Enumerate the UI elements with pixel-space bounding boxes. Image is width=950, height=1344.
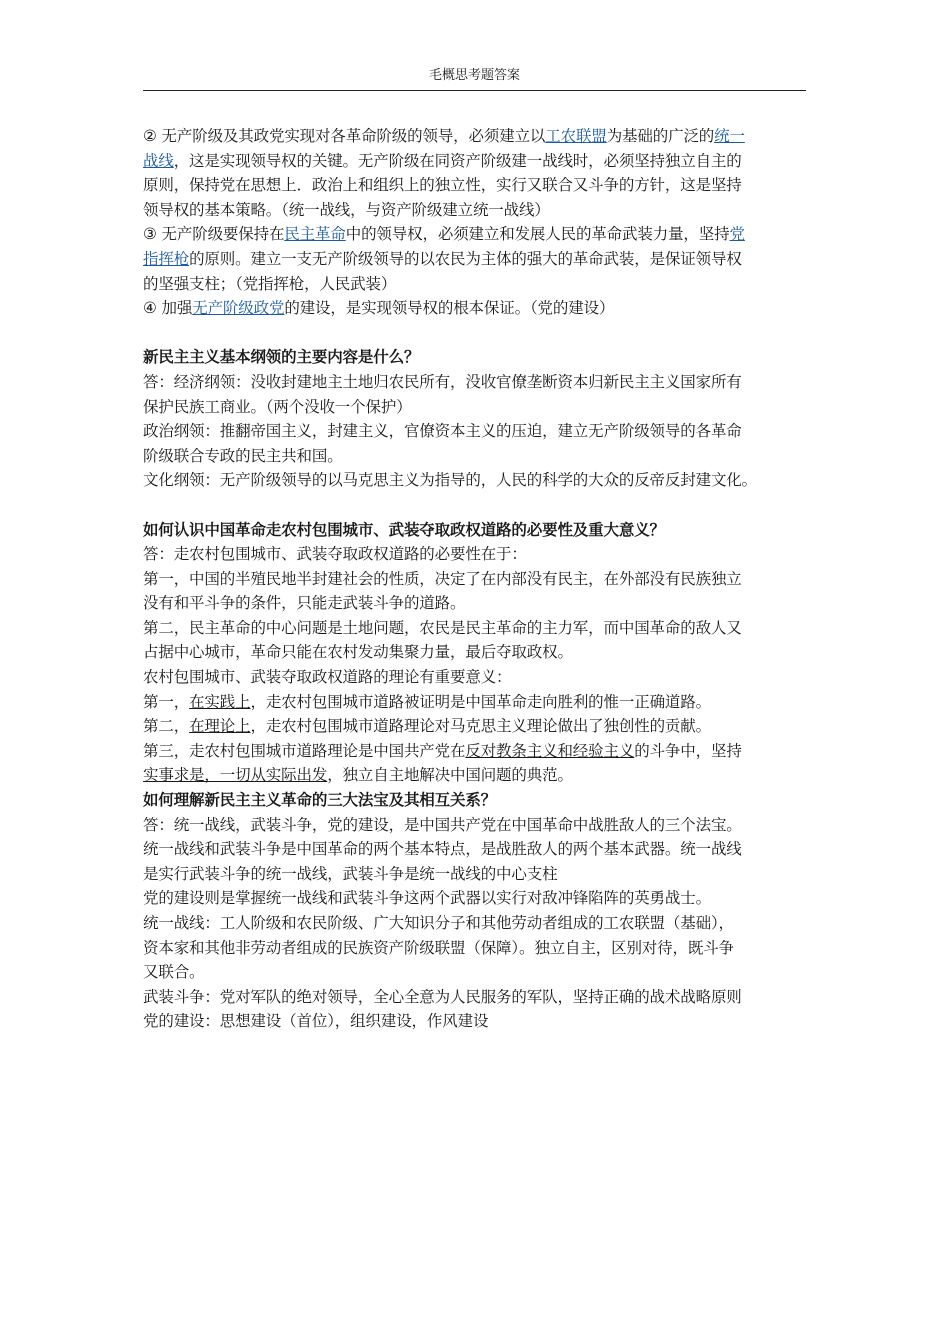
page-header: [143, 66, 806, 91]
paragraph-2-line-3: 原则，保持党在思想上．政治上和组织上的独立性，实行又联合又斗争的方针，这是坚持: [143, 176, 742, 195]
question-3-line-8: 武装斗争：党对军队的绝对领导，全心全意为人民服务的军队，坚持正确的战术战略原则: [143, 987, 742, 1006]
question-1-line-5: 文化纲领：无产阶级领导的以马克思主义为指导的，人民的科学的大众的反帝反封建文化。: [143, 471, 758, 490]
question-1-line-4: 阶级联合专政的民主共和国。: [143, 446, 343, 465]
question-3-line-3: 是实行武装斗争的统一战线，武装斗争是统一战线的中心支柱: [143, 864, 558, 883]
question-3-line-1: 答：统一战线，武装斗争，党的建设，是中国共产党在中国革命中战胜敌人的三个法宝。: [143, 815, 742, 834]
paragraph-2-line-2: 战线，这是实现领导权的关键。无产阶级在同资产阶级建一战线时，必须坚持独立自主的: [143, 151, 742, 170]
paragraph-3-line-3: 的坚强支柱；（党指挥枪，人民武装）: [143, 274, 397, 293]
question-3-line-7: 又联合。: [143, 963, 205, 982]
link-proletarian-party[interactable]: 无产阶级政党: [192, 299, 285, 318]
question-2-line-7: 第一，在实践上，走农村包围城市道路被证明是中国革命走向胜利的惟一正确道路。: [143, 692, 711, 711]
question-1-line-2: 保护民族工商业。（两个没收一个保护）: [143, 397, 412, 416]
paragraph-3-line-2: 指挥枪的原则。建立一支无产阶级领导的以农民为主体的强大的革命武装，是保证领导权: [143, 249, 742, 268]
document-title: 毛概思考题答案: [428, 68, 520, 83]
question-2-line-1: 答：走农村包围城市、武装夺取政权道路的必要性在于：: [143, 545, 527, 564]
question-2-line-9: 第三，走农村包围城市道路理论是中国共产党在反对教条主义和经验主义的斗争中，坚持: [143, 741, 742, 760]
question-2-line-6: 农村包围城市、武装夺取政权道路的理论有重要意义：: [143, 668, 512, 687]
question-3-heading: 如何理解新民主主义革命的三大法宝及其相互关系？: [143, 791, 497, 810]
question-2-line-8: 第二，在理论上，走农村包围城市道路理论对马克思主义理论做出了独创性的贡献。: [143, 717, 711, 736]
link-united-front-part2[interactable]: 战线: [143, 151, 174, 170]
question-3-line-6: 资本家和其他非劳动者组成的民族资产阶级联盟（保障）。独立自主，区别对待，既斗争: [143, 938, 734, 957]
paragraph-2-line-4: 领导权的基本策略。（统一战线，与资产阶级建立统一战线）: [143, 200, 550, 219]
question-3-line-5: 统一战线：工人阶级和农民阶级、广大知识分子和其他劳动者组成的工农联盟（基础），: [143, 914, 734, 932]
spacer: [143, 321, 809, 346]
link-united-front-part1[interactable]: 统一: [714, 127, 745, 145]
link-democratic-revolution[interactable]: 民主革命: [284, 225, 346, 244]
question-3-line-2: 统一战线和武装斗争是中国革命的两个基本特点，是战胜敌人的两个基本武器。统一战线: [143, 840, 742, 859]
underlined-in-theory: 在理论上: [189, 717, 251, 736]
question-1-line-1: 答：经济纲领：没收封建地主土地归农民所有，没收官僚垄断资本归新民主主义国家所有: [143, 372, 742, 391]
link-party-commands-gun-part1[interactable]: 党: [729, 225, 745, 244]
paragraph-2-line-1: ② 无产阶级及其政党实现对各革命阶级的领导，必须建立以工农联盟为基础的广泛的统一: [143, 127, 745, 145]
question-1-heading: 新民主主义基本纲领的主要内容是什么？: [143, 348, 420, 367]
underlined-anti-dogmatism: 反对教条主义和经验主义: [465, 741, 635, 760]
question-2-line-4: 第二，民主革命的中心问题是土地问题，农民是民主革命的主力军，而中国革命的敌人又: [143, 618, 742, 637]
document-body: [143, 124, 809, 1034]
question-2-line-3: 没有和平斗争的条件，只能走武装斗争的道路。: [143, 594, 466, 613]
question-1-line-3: 政治纲领：推翻帝国主义，封建主义，官僚资本主义的压迫，建立无产阶级领导的各革命: [143, 422, 742, 441]
question-3-line-4: 党的建设则是掌握统一战线和武装斗争这两个武器以实行对敌冲锋陷阵的英勇战士。: [143, 889, 711, 908]
underlined-in-practice: 在实践上: [189, 692, 251, 711]
question-2-line-5: 占据中心城市，革命只能在农村发动集聚力量，最后夺取政权。: [143, 643, 573, 662]
question-2-line-2: 第一，中国的半殖民地半封建社会的性质，决定了在内部没有民主，在外部没有民族独立: [143, 569, 742, 588]
spacer: [143, 493, 809, 518]
link-party-commands-gun-part2[interactable]: 指挥枪: [143, 249, 190, 268]
question-3-line-9: 党的建设：思想建设（首位），组织建设，作风建设: [143, 1012, 489, 1031]
underlined-seek-truth: 实事求是，一切从实际出发: [143, 766, 328, 785]
paragraph-3-line-1: ③ 无产阶级要保持在民主革命中的领导权，必须建立和发展人民的革命武装力量，坚持党: [143, 225, 745, 244]
question-2-line-10: 实事求是，一切从实际出发，独立自主地解决中国问题的典范。: [143, 766, 573, 785]
link-worker-peasant-alliance[interactable]: 工农联盟: [545, 127, 607, 145]
question-2-heading: 如何认识中国革命走农村包围城市、武装夺取政权道路的必要性及重大意义？: [143, 520, 665, 539]
paragraph-4-line-1: ④ 加强无产阶级政党的建设，是实现领导权的根本保证。（党的建设）: [143, 299, 615, 318]
